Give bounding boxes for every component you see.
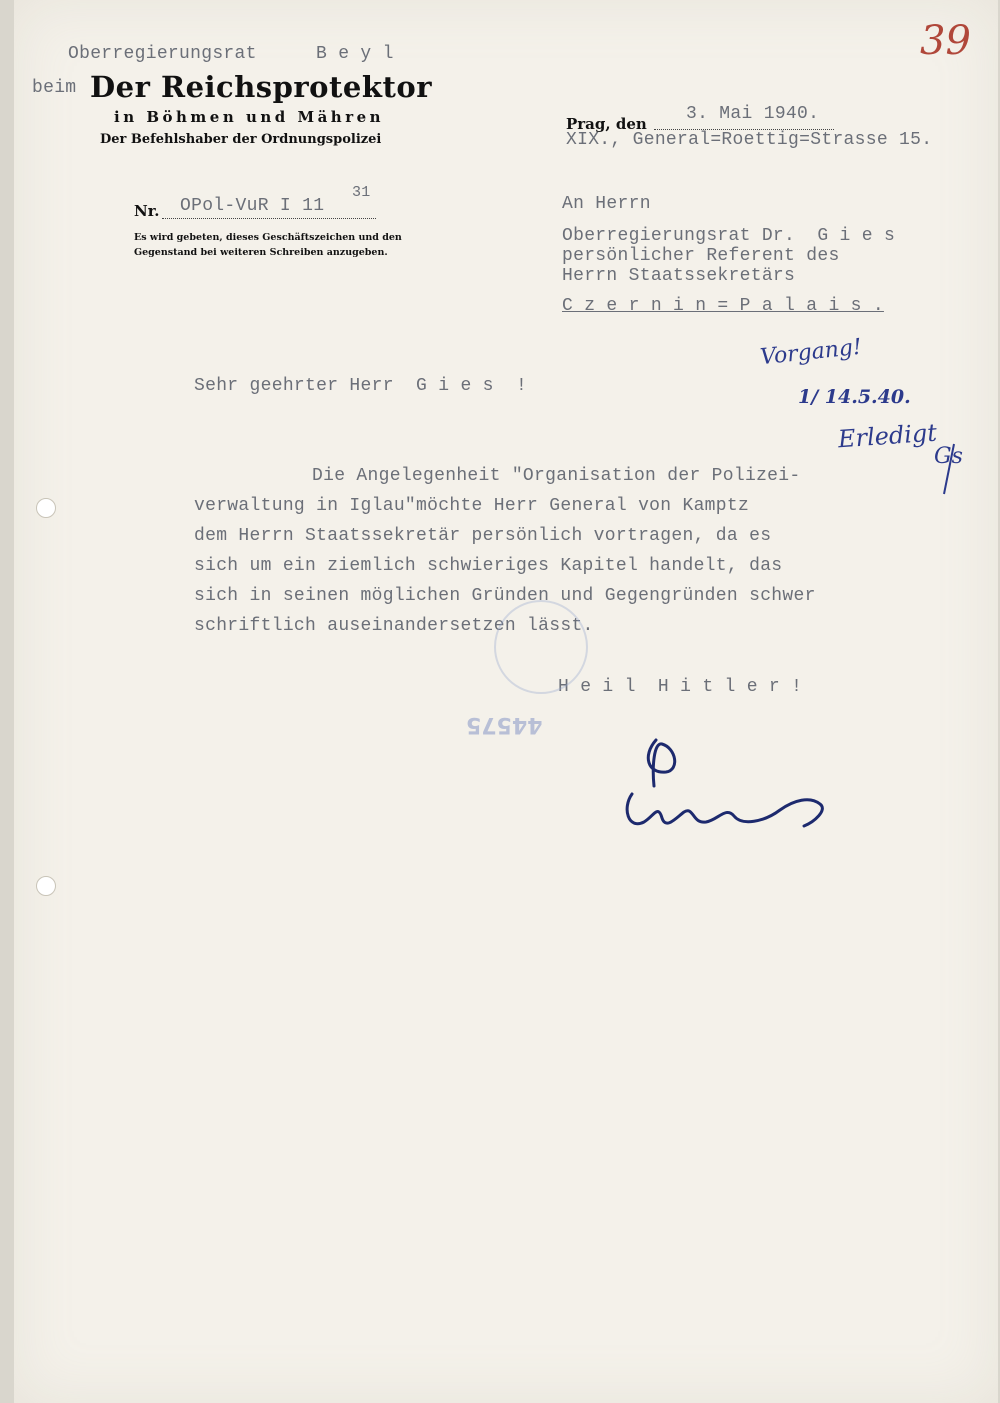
letterhead-department: Der Befehlshaber der Ordnungspolizei bbox=[100, 132, 382, 147]
body-line-3: dem Herrn Staatssekretär persönlich vortragen, da es bbox=[194, 526, 772, 546]
body-line-5: sich in seinen möglichen Gründen und Gegengründen schwer bbox=[194, 586, 816, 606]
reference-label: Nr. bbox=[134, 202, 160, 220]
body-line-2: verwaltung in Iglau"möchte Herr General von Kamptz bbox=[194, 496, 750, 516]
reference-note-line1: Es wird gebeten, dieses Geschäftszeichen und den bbox=[134, 232, 402, 243]
reference-note-line2: Gegenstand bei weiteren Schreiben anzugeben. bbox=[134, 247, 388, 258]
recipient-location: C z e r n i n = P a l a i s . bbox=[562, 296, 884, 316]
sender-address: XIX., General=Roettig=Strasse 15. bbox=[566, 130, 933, 150]
reference-superscript: 31 bbox=[352, 184, 371, 201]
handwritten-date: 1/ 14.5.40. bbox=[798, 386, 911, 408]
letter-sheet bbox=[14, 0, 998, 1403]
stamp-number: 44575 bbox=[466, 712, 543, 737]
body-line-4: sich um ein ziemlich schwieriges Kapitel handelt, das bbox=[194, 556, 783, 576]
letterhead-subtitle: in Böhmen und Mähren bbox=[114, 108, 385, 126]
place-label: Prag, den bbox=[566, 115, 647, 133]
recipient-position: persönlicher Referent des bbox=[562, 246, 840, 266]
reference-number: OPol-VuR I 11 bbox=[180, 196, 325, 216]
recipient-name: Oberregierungsrat Dr. G i e s bbox=[562, 226, 896, 246]
receipt-stamp bbox=[494, 600, 588, 694]
signature bbox=[614, 726, 834, 846]
handwritten-erledigt: Erledigt bbox=[837, 418, 938, 454]
body-line-6: schriftlich auseinandersetzen lässt. bbox=[194, 616, 594, 636]
handwritten-vorgang: Vorgang! bbox=[758, 334, 863, 371]
letter-salutation: Sehr geehrter Herr G i e s ! bbox=[194, 376, 528, 396]
recipient-superior: Herrn Staatssekretärs bbox=[562, 266, 796, 286]
letterhead-title: Der Reichsprotektor bbox=[90, 70, 432, 104]
letter-date: 3. Mai 1940. bbox=[686, 104, 820, 124]
punch-hole-top bbox=[36, 498, 56, 518]
page-number: 39 bbox=[920, 18, 971, 64]
official-title: Oberregierungsrat bbox=[68, 44, 257, 64]
reference-underline bbox=[162, 218, 376, 219]
letter-closing: H e i l H i t l e r ! bbox=[558, 677, 803, 697]
beim-prefix: beim bbox=[32, 78, 77, 98]
punch-hole-bottom bbox=[36, 876, 56, 896]
body-line-1: Die Angelegenheit "Organisation der Polizei- bbox=[312, 466, 801, 486]
recipient-salutation-line: An Herrn bbox=[562, 194, 651, 214]
official-name: B e y l bbox=[316, 44, 394, 64]
handwritten-initial: Gs bbox=[934, 444, 963, 469]
handwritten-stroke-icon bbox=[926, 440, 966, 500]
